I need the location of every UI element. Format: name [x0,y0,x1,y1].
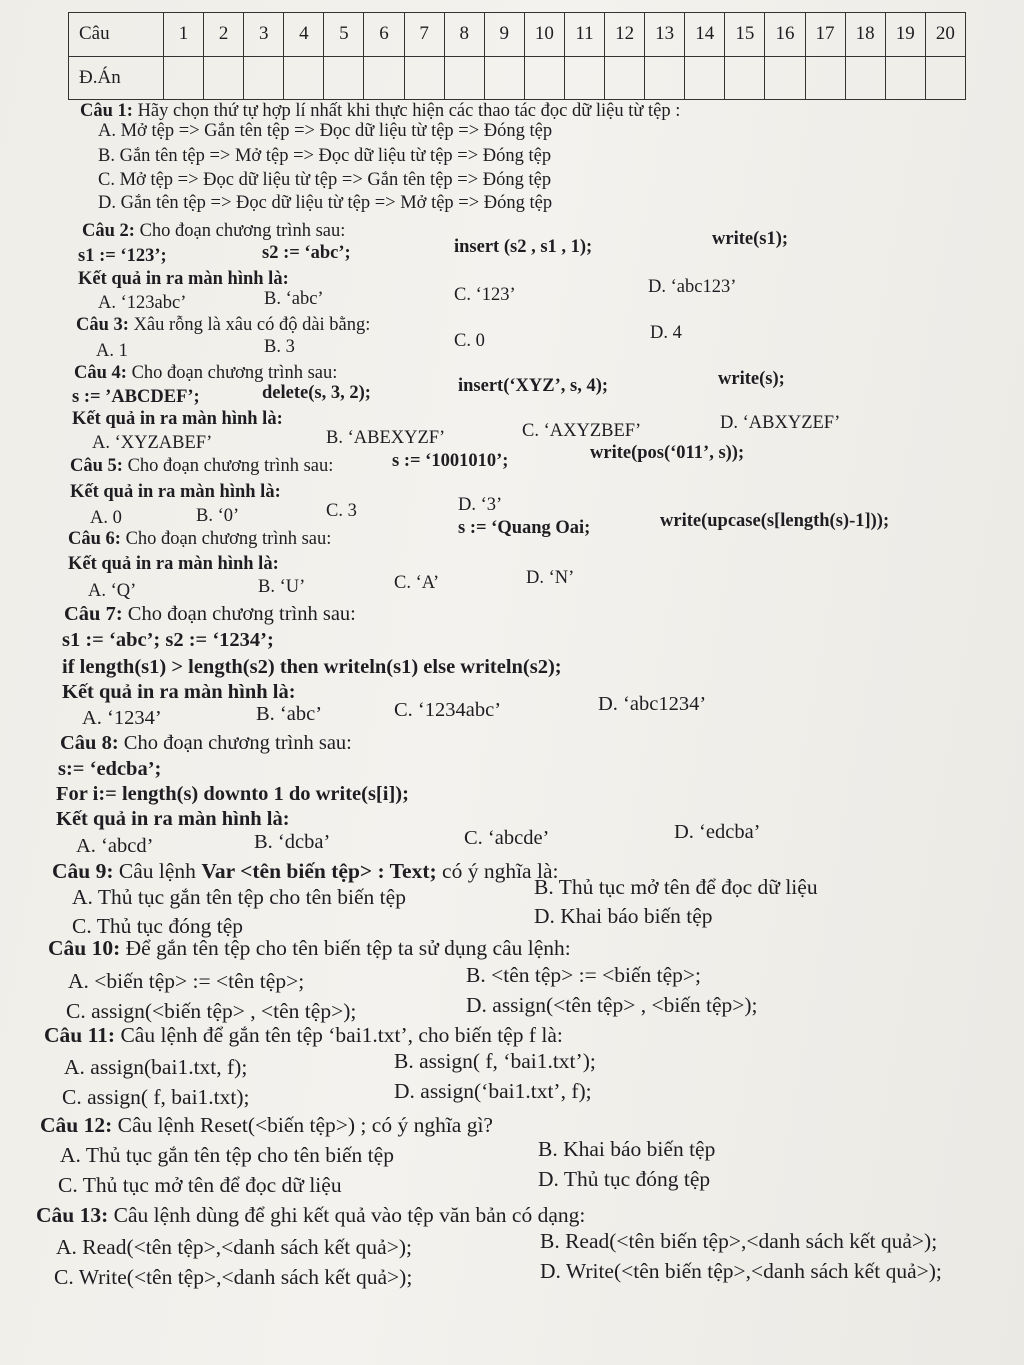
question-4-stem [74,362,337,384]
answer-cell[interactable] [204,56,244,100]
question-7-stem [64,602,356,626]
option-5d: D. ‘3’ [458,495,503,515]
option-4c: C. ‘AXYZBEF’ [522,421,642,441]
answer-cell[interactable] [645,56,685,100]
option-5a: A. 0 [90,508,122,528]
question-label: Câu 11: [44,1023,116,1047]
code-line: s1 := ‘123’; [78,246,167,266]
question-3-stem [76,314,370,336]
option-12a: A. Thủ tục gắn tên tệp cho tên biến tệp [60,1143,394,1167]
answer-cell[interactable] [805,56,845,100]
option-1b: B. Gắn tên tệp => Mở tệp => Đọc dữ liệu từ tệp => Đóng tệp [98,146,552,166]
answer-cell[interactable] [845,56,885,100]
question-8-stem [60,731,352,755]
answer-cell[interactable] [484,56,524,100]
option-10c: C. assign(<biến tệp> , <tên tệp>); [66,999,357,1023]
option-9c: C. Thủ tục đóng tệp [72,914,243,938]
answer-cell[interactable] [404,56,444,100]
question-code: Var <tên biến tệp> : Text; [201,859,437,883]
question-label: Câu 2: [82,221,135,241]
option-4a: A. ‘XYZABEF’ [92,433,213,453]
answer-cell[interactable] [765,56,805,100]
option-2d: D. ‘abc123’ [648,277,737,297]
question-text: Cho đoạn chương trình sau: [125,529,332,549]
option-10a: A. <biến tệp> := <tên tệp>; [68,969,305,993]
result-label: Kết quả in ra màn hình là: [68,554,279,574]
question-1-stem [80,100,680,122]
grid-number: 3 [244,13,284,57]
option-2a: A. ‘123abc’ [98,293,187,313]
option-1a: A. Mở tệp => Gắn tên tệp => Đọc dữ liệu từ tệp => Đóng tệp [98,121,553,141]
answer-cell[interactable] [605,56,645,100]
option-6c: C. ‘A’ [394,573,440,593]
answer-cell[interactable] [244,56,284,100]
code-line: For i:= length(s) downto 1 do write(s[i]); [56,783,409,805]
option-7b: B. ‘abc’ [256,703,323,725]
question-text: Câu lệnh Reset(<biến tệp>) ; có ý nghĩa gì? [117,1113,493,1137]
question-13-stem [36,1202,585,1228]
grid-number: 17 [805,13,845,57]
question-9-stem [52,858,558,884]
option-7d: D. ‘abc1234’ [598,693,707,715]
option-1c: C. Mở tệp => Đọc dữ liệu từ tệp => Gắn tên tệp => Đóng tệp [98,170,552,190]
option-13c: C. Write(<tên tệp>,<danh sách kết quả>); [54,1265,413,1289]
grid-number: 14 [685,13,725,57]
question-label: Câu 1: [80,101,133,121]
question-label: Câu 6: [68,529,121,549]
result-label: Kết quả in ra màn hình là: [78,269,289,289]
question-label: Câu 5: [70,456,123,476]
answer-cell[interactable] [925,56,965,100]
code-line: if length(s1) > length(s2) then writeln(s1) else writeln(s2); [62,656,562,678]
option-12c: C. Thủ tục mở tên để đọc dữ liệu [58,1173,342,1197]
question-text: Cho đoạn chương trình sau: [123,732,352,754]
grid-number: 11 [564,13,604,57]
code-line: s := ’ABCDEF’; [72,387,200,407]
grid-number: 13 [645,13,685,57]
grid-number: 19 [885,13,925,57]
question-label: Câu 9: [52,859,114,883]
option-2c: C. ‘123’ [454,285,516,305]
question-text: Cho đoạn chương trình sau: [127,603,356,625]
question-text: Hãy chọn thứ tự hợp lí nhất khi thực hiện các thao tác đọc dữ liệu từ tệp : [137,101,681,121]
option-5c: C. 3 [326,501,357,521]
option-4d: D. ‘ABXYZEF’ [720,413,841,433]
grid-number: 12 [605,13,645,57]
option-10b: B. <tên tệp> := <biến tệp>; [466,963,701,987]
question-10-stem [48,935,571,961]
question-label: Câu 7: [64,603,123,625]
code-line: s1 := ‘abc’; s2 := ‘1234’; [62,629,274,651]
option-11b: B. assign( f, ‘bai1.txt’); [394,1049,596,1073]
code-line: insert (s2 , s1 , 1); [454,237,593,257]
option-9b: B. Thủ tục mở tên để đọc dữ liệu [534,875,818,899]
grid-number: 15 [725,13,765,57]
option-8b: B. ‘dcba’ [254,831,331,853]
option-3d: D. 4 [650,323,682,343]
question-text: Câu lệnh dùng để ghi kết quả vào tệp văn bản có dạng: [113,1203,586,1227]
grid-question-row [69,13,966,57]
grid-number: 5 [324,13,364,57]
grid-number: 1 [164,13,204,57]
option-13b: B. Read(<tên biến tệp>,<danh sách kết quả>); [540,1229,938,1253]
option-10d: D. assign(<tên tệp> , <biến tệp>); [466,993,758,1017]
option-4b: B. ‘ABEXYZF’ [326,428,446,448]
question-text: Câu lệnh để gắn tên tệp ‘bai1.txt’, cho biến tệp f là: [120,1023,563,1047]
option-8c: C. ‘abcde’ [464,827,550,849]
answer-cell[interactable] [164,56,204,100]
answer-cell[interactable] [364,56,404,100]
grid-number: 6 [364,13,404,57]
grid-answer-row [69,56,966,100]
option-2b: B. ‘abc’ [264,289,324,309]
option-13a: A. Read(<tên tệp>,<danh sách kết quả>); [56,1235,412,1259]
option-8d: D. ‘edcba’ [674,821,761,843]
answer-cell[interactable] [725,56,765,100]
question-text: Cho đoạn chương trình sau: [127,456,334,476]
question-text: Câu lệnh [118,859,196,883]
result-label: Kết quả in ra màn hình là: [70,482,281,502]
grid-number: 8 [444,13,484,57]
question-text: Cho đoạn chương trình sau: [131,363,338,383]
answer-cell[interactable] [324,56,364,100]
grid-number: 20 [925,13,965,57]
option-1d: D. Gắn tên tệp => Đọc dữ liệu từ tệp => Mở tệp => Đóng tệp [98,193,553,213]
option-9d: D. Khai báo biến tệp [534,904,713,928]
question-12-stem [40,1112,493,1138]
option-6d: D. ‘N’ [526,568,575,588]
code-line: write(upcase(s[length(s)-1])); [660,511,890,531]
option-5b: B. ‘0’ [196,506,240,526]
option-11a: A. assign(bai1.txt, f); [64,1055,248,1079]
result-label: Kết quả in ra màn hình là: [72,409,283,429]
option-11d: D. assign(‘bai1.txt’, f); [394,1079,592,1103]
answer-cell[interactable] [284,56,324,100]
grid-number: 4 [284,13,324,57]
question-text: Cho đoạn chương trình sau: [139,221,346,241]
question-label: Câu 8: [60,732,119,754]
option-6a: A. ‘Q’ [88,581,137,601]
answer-grid [68,12,966,100]
option-3b: B. 3 [264,337,295,357]
answer-cell[interactable] [444,56,484,100]
option-7c: C. ‘1234abc’ [394,699,502,721]
option-8a: A. ‘abcd’ [76,835,154,857]
grid-number: 18 [845,13,885,57]
answer-cell[interactable] [885,56,925,100]
option-12d: D. Thủ tục đóng tệp [538,1167,711,1191]
code-line: write(s1); [712,229,789,249]
code-line: write(s); [718,369,785,389]
grid-row-label: Câu [69,13,164,57]
result-label: Kết quả in ra màn hình là: [62,681,296,703]
code-line: delete(s, 3, 2); [262,383,371,403]
option-6b: B. ‘U’ [258,577,306,597]
grid-number: 16 [765,13,805,57]
question-text: Để gắn tên tệp cho tên biến tệp ta sử dụng câu lệnh: [125,936,571,960]
question-2-stem [82,220,345,242]
answer-cell[interactable] [524,56,564,100]
question-text: Xâu rỗng là xâu có độ dài bằng: [133,315,371,335]
option-3a: A. 1 [96,341,128,361]
code-line: s2 := ‘abc’; [262,243,351,263]
question-6-stem [68,528,331,550]
grid-number: 2 [204,13,244,57]
answer-cell[interactable] [685,56,725,100]
option-3c: C. 0 [454,331,485,351]
option-7a: A. ‘1234’ [82,707,162,729]
code-line: s := ‘1001010’; [392,451,509,471]
question-label: Câu 3: [76,315,129,335]
code-line: insert(‘XYZ’, s, 4); [458,376,609,396]
code-line: s := ‘Quang Oai; [458,518,591,538]
option-12b: B. Khai báo biến tệp [538,1137,716,1161]
question-label: Câu 13: [36,1203,109,1227]
option-9a: A. Thủ tục gắn tên tệp cho tên biến tệp [72,885,406,909]
question-11-stem [44,1022,563,1048]
code-line: s:= ‘edcba’; [58,758,162,780]
question-text: có ý nghĩa là: [442,859,559,883]
grid-number: 7 [404,13,444,57]
option-11c: C. assign( f, bai1.txt); [62,1085,250,1109]
question-label: Câu 12: [40,1113,113,1137]
grid-number: 9 [484,13,524,57]
grid-number: 10 [524,13,564,57]
question-label: Câu 4: [74,363,127,383]
question-5-stem [70,455,333,477]
result-label: Kết quả in ra màn hình là: [56,808,290,830]
answer-cell[interactable] [564,56,604,100]
option-13d: D. Write(<tên biến tệp>,<danh sách kết quả>); [540,1259,942,1283]
code-line: write(pos(‘011’, s)); [590,443,745,463]
question-label: Câu 10: [48,936,121,960]
grid-row-label: Đ.Án [69,56,164,100]
